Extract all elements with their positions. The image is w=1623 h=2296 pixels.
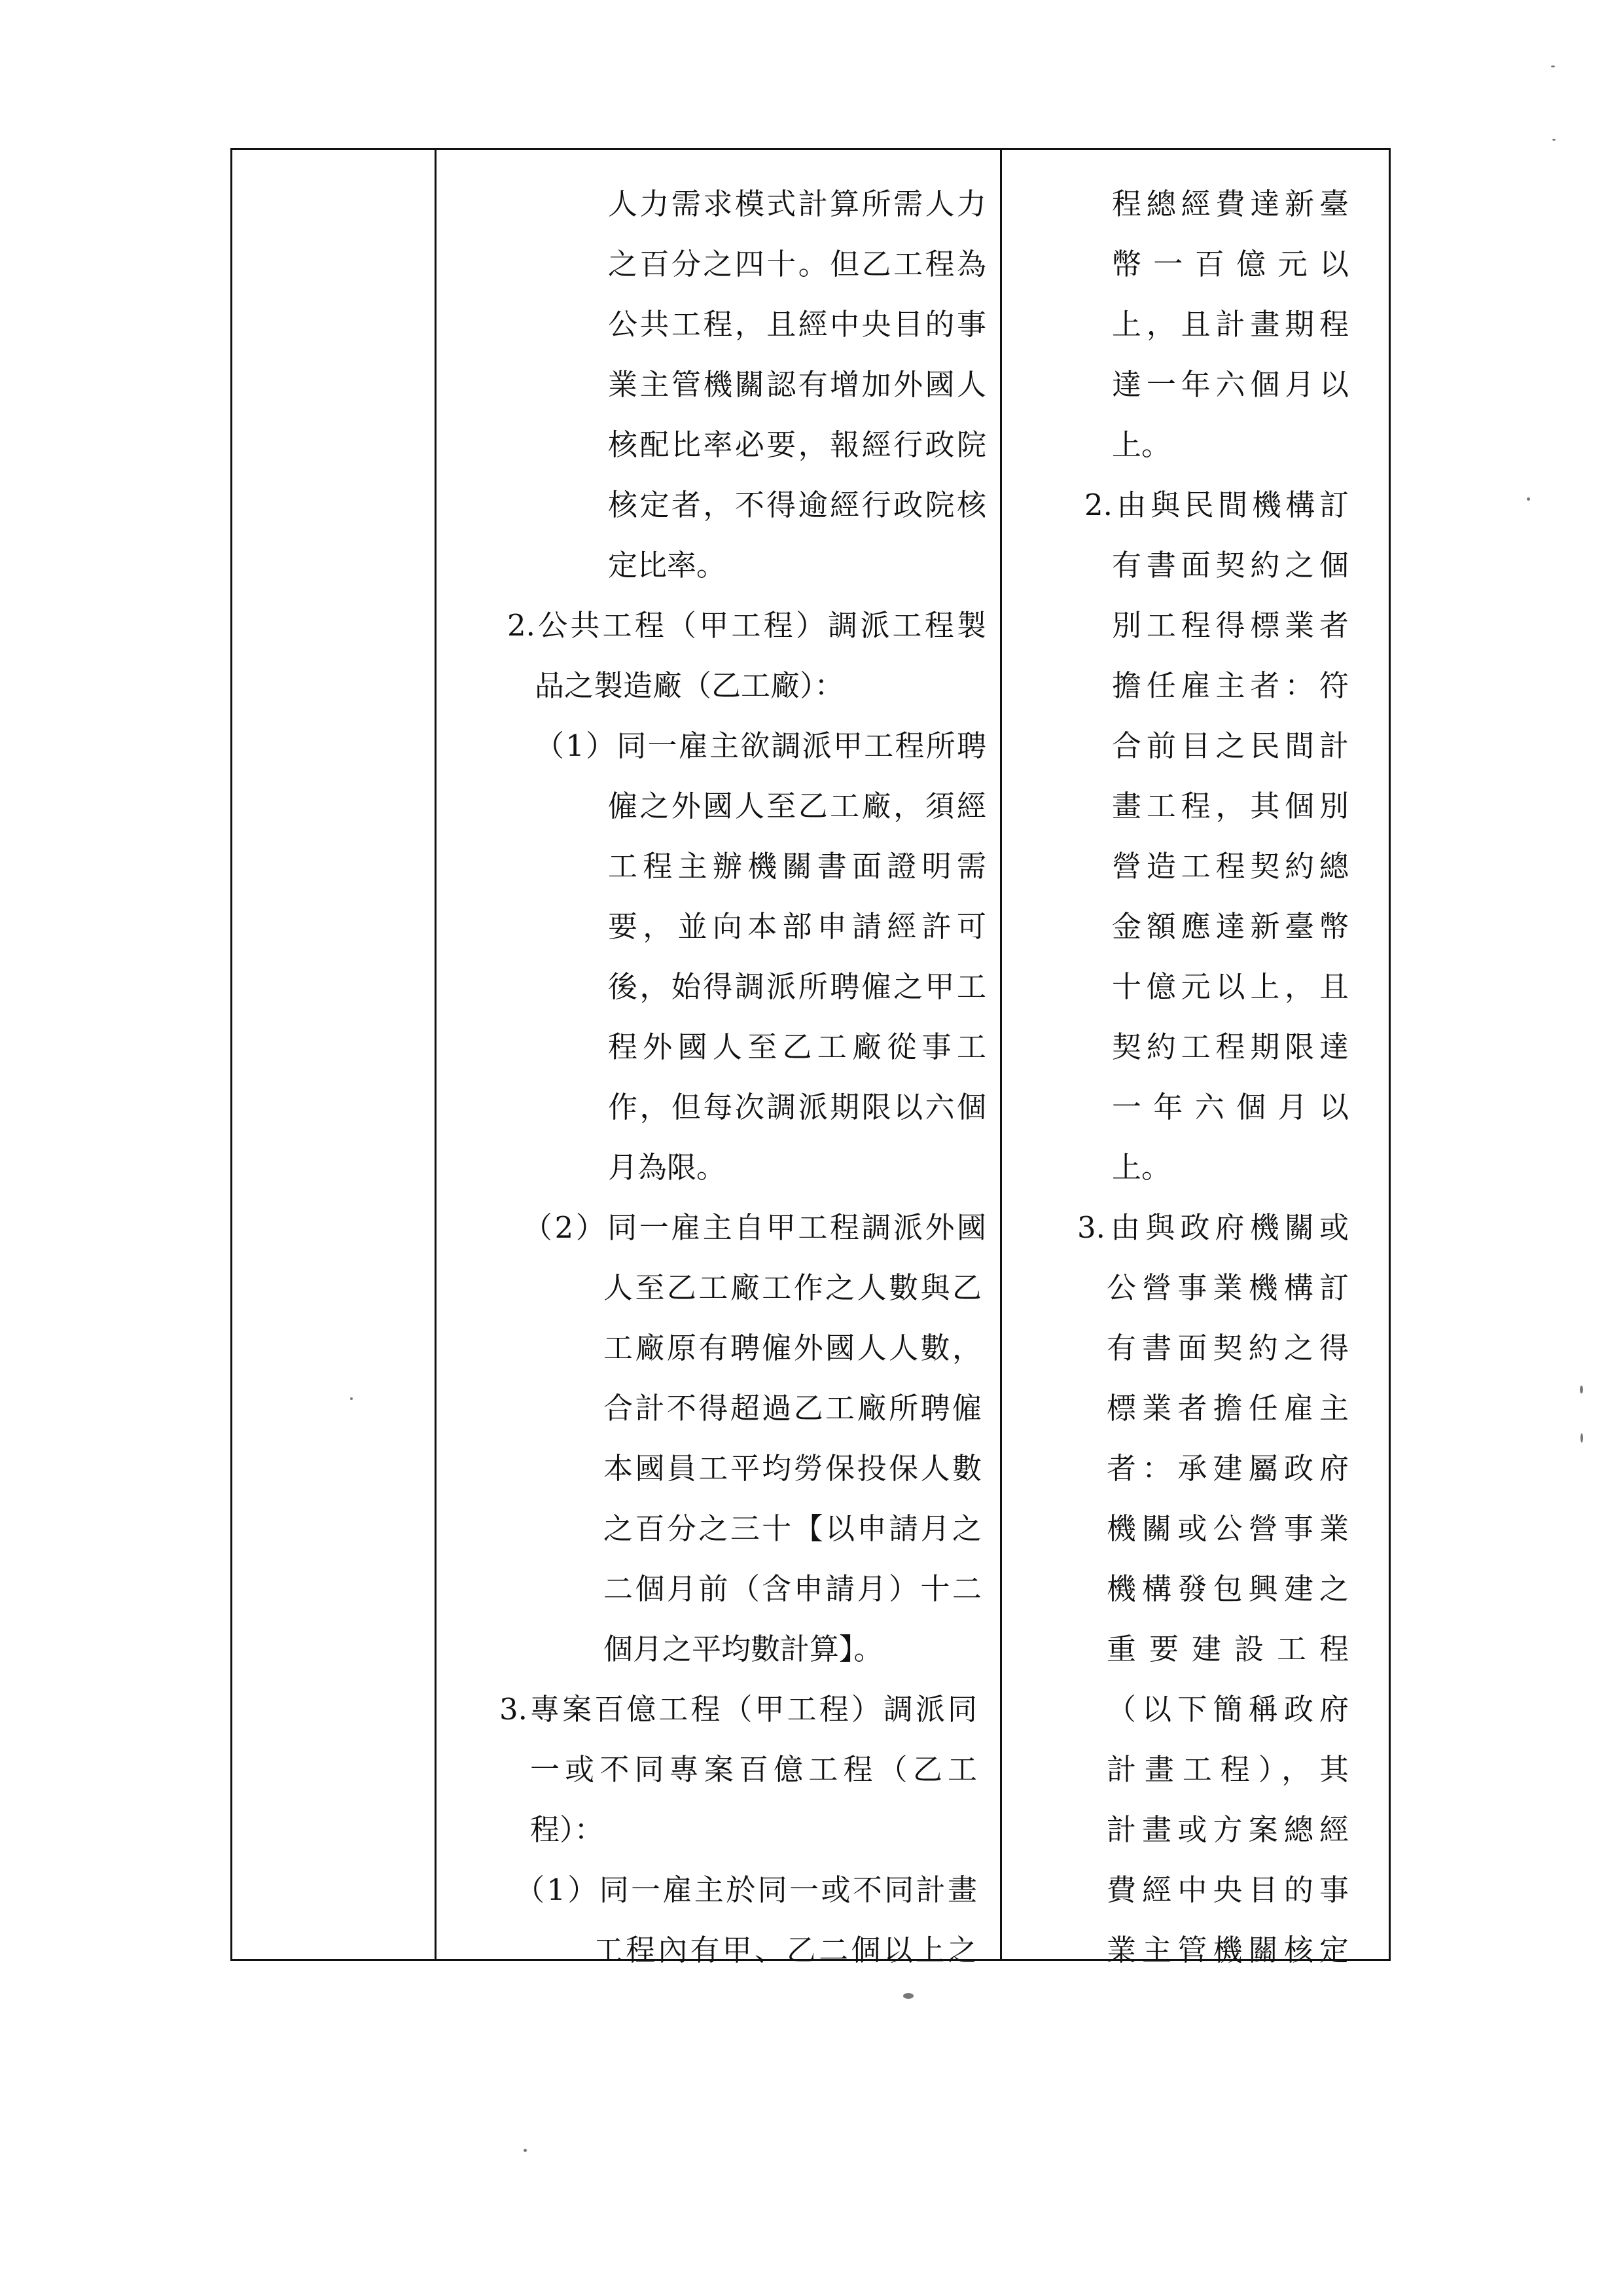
text-line: 營造工程契約總 <box>1112 849 1349 884</box>
text-line: 合計不得超過乙工廠所聘僱 <box>603 1391 982 1426</box>
text-line: 者：承建屬政府 <box>1107 1451 1349 1486</box>
text-line: 別工程得標業者 <box>1112 608 1349 643</box>
section-heading: 2.公共工程（甲工程）調派工程製 <box>507 608 986 643</box>
text-line: 個月之平均數計算】。 <box>603 1632 883 1666</box>
scan-speck <box>1551 65 1555 67</box>
text-line: 十億元以上，且 <box>1112 969 1349 1004</box>
text-line: 上。 <box>1112 427 1171 462</box>
text-line: 計畫或方案總經 <box>1107 1812 1349 1847</box>
text-line: 金額應達新臺幣 <box>1112 909 1349 944</box>
text-line: 擔任雇主者：符 <box>1112 668 1349 703</box>
text-line: 標業者擔任雇主 <box>1107 1391 1349 1426</box>
section-heading: 3.專案百億工程（甲工程）調派同 <box>499 1692 977 1727</box>
scan-speck <box>524 2149 527 2152</box>
scan-speck <box>1527 497 1530 501</box>
text-line: 一或不同專案百億工程（乙工 <box>530 1752 977 1787</box>
text-line: 月為限。 <box>608 1150 726 1185</box>
text-line: 費經中央目的事 <box>1107 1873 1349 1907</box>
text-line: 程）： <box>530 1812 604 1847</box>
text-line: 定比率。 <box>608 548 726 583</box>
text-line: 之百分之三十【以申請月之 <box>603 1511 982 1546</box>
text-line: 上。 <box>1112 1150 1171 1185</box>
section-heading: 2.由與民間機構訂 <box>1084 488 1349 522</box>
middle-column <box>437 150 1000 1967</box>
right-column <box>1002 150 1389 1967</box>
text-line: 品之製造廠（乙工廠）： <box>535 668 844 703</box>
text-line: 後，始得調派所聘僱之甲工 <box>608 969 986 1004</box>
scan-speck <box>903 1993 914 1999</box>
text-line: 僱之外國人至乙工廠，須經 <box>608 789 986 823</box>
text-line: 人力需求模式計算所需人力 <box>608 187 986 221</box>
text-line: 要，並向本部申請經許可 <box>608 909 986 944</box>
text-line: 工廠原有聘僱外國人人數， <box>603 1331 982 1365</box>
item-heading: （1）同一雇主於同一或不同計畫 <box>515 1873 977 1907</box>
text-line: 程外國人至乙工廠從事工 <box>608 1030 986 1064</box>
text-line: 重要建設工程 <box>1107 1632 1349 1666</box>
text-line: 核配比率必要，報經行政院 <box>608 427 986 462</box>
text-line: 公共工程，且經中央目的事 <box>608 307 986 342</box>
text-line: 工程內有甲、乙二個以上之 <box>594 1933 977 1967</box>
scan-speck <box>1552 139 1556 141</box>
text-line: 達一年六個月以 <box>1112 367 1349 402</box>
text-line: 程總經費達新臺 <box>1112 187 1349 221</box>
text-line: 作，但每次調派期限以六個 <box>608 1090 986 1124</box>
text-line: 業主管機關核定 <box>1107 1933 1349 1967</box>
text-line: 本國員工平均勞保投保人數 <box>603 1451 982 1486</box>
text-line: 機構發包興建之 <box>1107 1571 1349 1606</box>
text-line: （以下簡稱政府 <box>1107 1692 1349 1727</box>
text-line: 一年六個月以 <box>1112 1090 1349 1124</box>
text-line: 契約工程期限達 <box>1112 1030 1349 1064</box>
text-line: 有書面契約之得 <box>1107 1331 1349 1365</box>
text-line: 畫工程，其個別 <box>1112 789 1349 823</box>
text-line: 人至乙工廠工作之人數與乙 <box>603 1270 982 1305</box>
text-line: 上，且計畫期程 <box>1112 307 1349 342</box>
left-column-empty <box>232 150 435 1959</box>
text-line: 業主管機關認有增加外國人 <box>608 367 986 402</box>
text-line: 幣一百億元以 <box>1112 247 1349 281</box>
text-line: 二個月前（含申請月）十二 <box>603 1571 982 1606</box>
text-line: 合前目之民間計 <box>1112 728 1349 763</box>
text-line: 機關或公營事業 <box>1107 1511 1349 1546</box>
text-line: 公營事業機構訂 <box>1107 1270 1349 1305</box>
scan-speck <box>350 1397 353 1400</box>
item-heading: （2）同一雇主自甲工程調派外國 <box>523 1210 986 1245</box>
text-line: 核定者，不得逾經行政院核 <box>608 488 986 522</box>
text-line: 工程主辦機關書面證明需 <box>608 849 986 884</box>
item-heading: （1）同一雇主欲調派甲工程所聘 <box>535 728 986 763</box>
scan-speck <box>1580 1433 1583 1443</box>
content-table <box>230 148 1391 1967</box>
scan-speck <box>1580 1386 1583 1393</box>
text-line: 計畫工程），其 <box>1107 1752 1349 1787</box>
section-heading: 3.由與政府機關或 <box>1077 1210 1349 1245</box>
text-line: 有書面契約之個 <box>1112 548 1349 583</box>
text-line: 之百分之四十。但乙工程為 <box>608 247 986 281</box>
